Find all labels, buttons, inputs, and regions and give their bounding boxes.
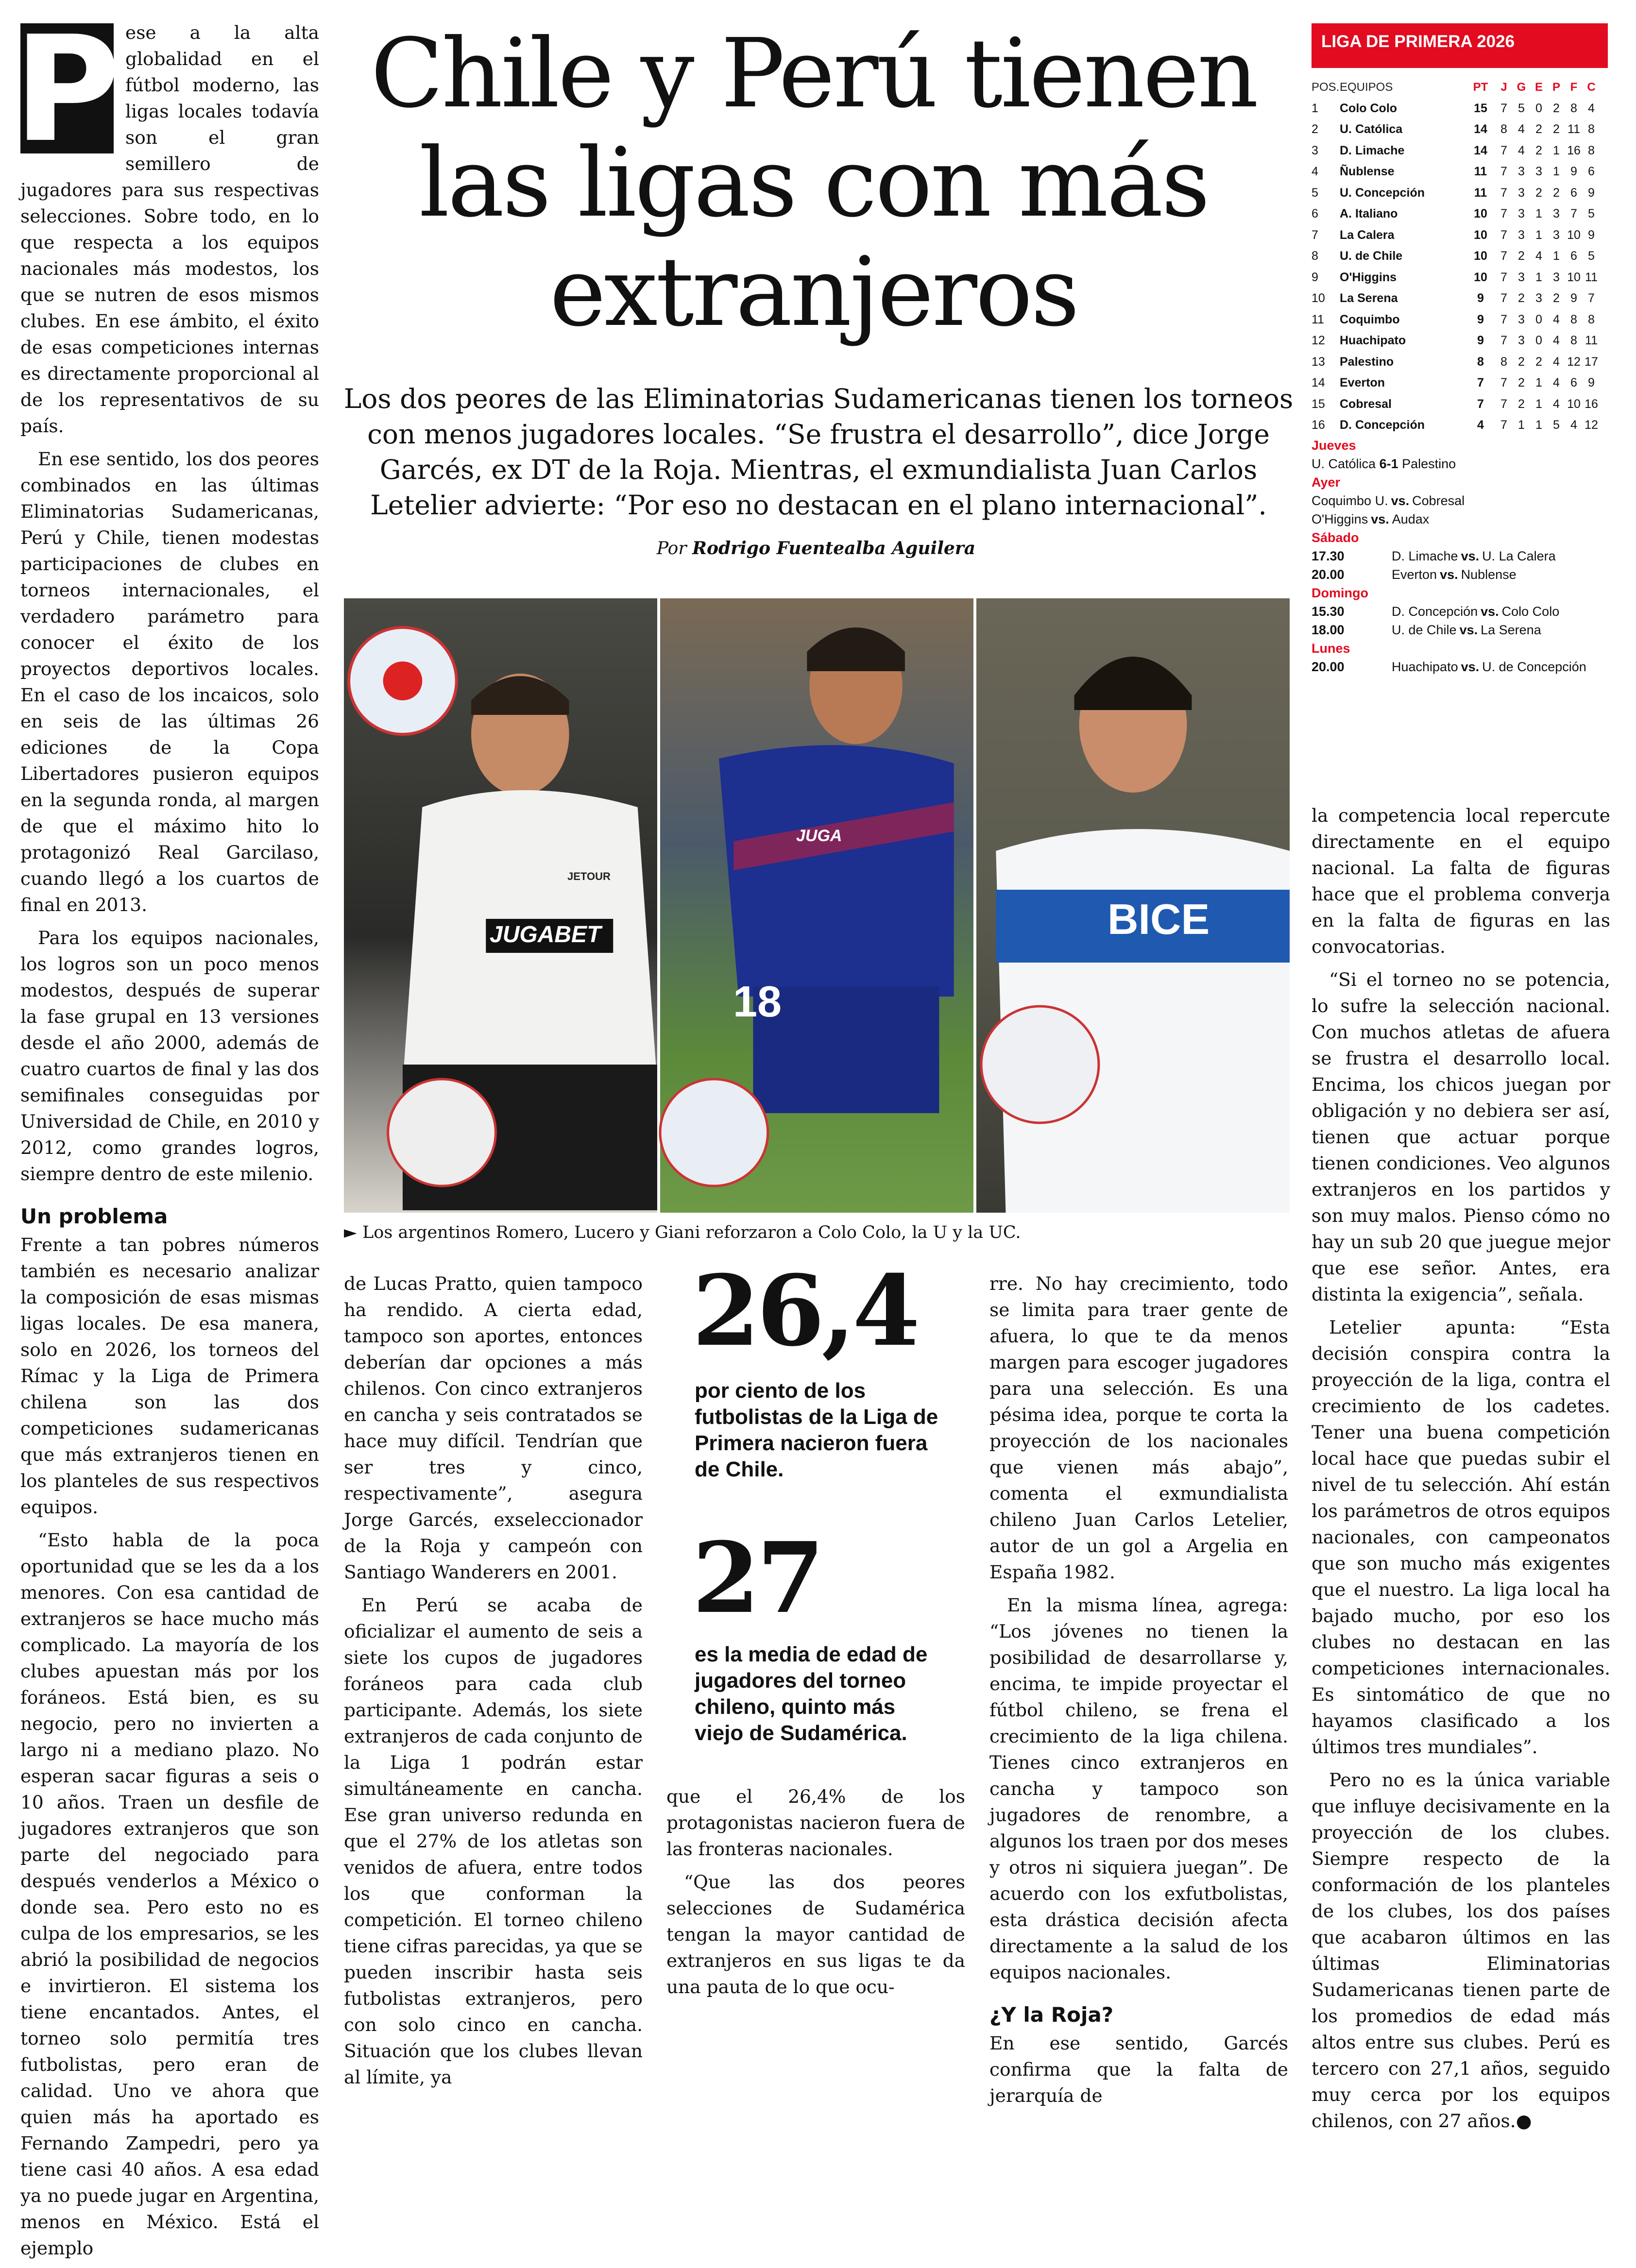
table-row [1312,309,1608,331]
subheading: Un problema [20,1204,168,1228]
jersey-sponsor-text: JUGABET [490,922,601,948]
match-away: Audax [1392,511,1430,526]
table-row [1312,267,1608,288]
match-time: 20.00 [1312,567,1345,582]
table-row [1312,203,1608,225]
match-home: Everton [1392,567,1437,582]
row-pos: 10 [1312,291,1325,305]
row-pt: 4 [1477,418,1484,432]
header-g: G [1517,80,1526,94]
match-vs: vs. [1461,659,1480,674]
row-f: 11 [1568,122,1580,136]
row-g: 4 [1518,143,1525,157]
deck: Los dos peores de las Eliminatorias Sudamericanas tienen los torneos con menos jugadores locales. “Se frustra el desarrollo”, dice Jorge Garcés, ex DT de la Roja. Mientras, el exmundialista Juan Carlos Letelier advierte: “Por eso no destacan en el plano internacional”. [343,383,1294,521]
row-pt: 9 [1477,334,1484,348]
match-away: U. La Calera [1482,548,1556,563]
row-g: 3 [1518,186,1525,200]
row-c: 9 [1588,376,1595,390]
row-c: 16 [1585,397,1598,411]
row-team: La Serena [1340,291,1398,305]
row-e: 1 [1535,270,1542,284]
row-pt: 9 [1477,312,1484,326]
matchday-label: Domingo [1312,585,1368,600]
row-team: Everton [1340,376,1385,390]
body-paragraph: En ese sentido, los dos peores combinados en las últimas Eliminatorias Sudamericanas, Perú y Chile, tienen modestas participaciones de clubes en torneos internacionales, el verdadero parámetro para conocer el éxito de los proyectos deportivos locales. En el caso de los incaicos, solo en seis de las últimas 26 ediciones de la Copa Libertadores pusieron equipos en la segunda ronda, al margen de que el máximo hito lo protagonizó Real Garcilaso, cuando llegó a los cuartos de final en 2013. [20,448,319,915]
row-p: 3 [1553,228,1560,242]
row-team: Cobresal [1340,397,1392,411]
row-c: 5 [1588,249,1595,263]
row-c: 8 [1588,143,1595,157]
row-p: 1 [1553,143,1560,157]
row-f: 4 [1570,418,1577,432]
header-pos: POS. [1312,80,1340,94]
match-away: Cobresal [1412,493,1465,508]
row-j: 7 [1500,312,1507,326]
match-row [1312,658,1608,676]
row-j: 7 [1500,397,1507,411]
row-team: O'Higgins [1340,270,1397,284]
row-f: 10 [1567,397,1581,411]
row-g: 1 [1518,418,1525,432]
match-time: 15.30 [1312,604,1345,619]
jersey-sub-sponsor: JETOUR [567,870,611,882]
row-pt: 10 [1474,270,1487,284]
row-g: 4 [1518,122,1525,136]
row-pos: 14 [1312,376,1325,390]
header-j: J [1500,80,1507,94]
match-vs: vs. [1481,604,1499,619]
row-team: A. Italiano [1340,207,1398,221]
body-paragraph: rre. No hay crecimiento, todo se limita para traer gente de afuera, lo que te da menos margen para escoger jugadores para una selección. Es una pésima idea, porque te corta la proyección de los nacionales que vienen más abajo”, comenta el exmundialista chileno Juan Carlos Letelier, autor de un gol a Argelia en España 1982. [989,1273,1288,1583]
row-j: 7 [1500,165,1507,179]
match-away: Palestino [1402,456,1456,471]
row-e: 2 [1535,122,1542,136]
match-row [1312,547,1608,565]
match-row [1312,565,1608,584]
row-pt: 14 [1474,122,1487,136]
matchday-label: Lunes [1312,641,1350,656]
row-c: 8 [1588,122,1595,136]
match-score: 6-1 [1379,456,1398,471]
row-f: 9 [1570,291,1577,305]
match-list [1312,602,1608,639]
table-row [1312,98,1608,119]
table-row [1312,330,1608,352]
row-e: 1 [1535,418,1542,432]
row-j: 7 [1500,101,1507,115]
body-paragraph: la competencia local repercute directamente en el equipo nacional. La falta de figuras hace que el problema converja en la falta de figuras en las convocatorias. [1312,805,1610,957]
table-row [1312,372,1608,394]
article-column-5 [1312,802,1610,2141]
match-time: 18.00 [1312,622,1345,637]
row-team: La Calera [1340,228,1395,242]
body-paragraph: Letelier apunta: “Esta decisión conspira contra la proyección de la liga, contra el crecimiento de los cadetes. Tener una buena competición local hace que puedas subir el nivel de tu selección. Ahí están los parámetros de otros equipos nacionales, con campeonatos que son mucho más exigentes que el nuestro. La liga local ha bajado mucho, por eso los clubes no destacan en las competiciones internacionales. Es sintomático de que no hayamos clasificado a los últimos tres mundiales”. [1312,1317,1610,1758]
body-paragraph: Para los equipos nacionales, los logros son un poco menos modestos, después de superar la fase grupal en 13 versiones desde el año 2000, además de cuatro cuartos de final y las dos semifinales conseguidas por Universidad de Chile, en 2010 y 2012, como grandes logros, siempre dentro de este milenio. [20,927,319,1185]
row-team: Huachipato [1340,334,1406,348]
byline-prefix: Por [656,539,687,559]
stat-text-1: por ciento de los futbolistas de la Liga de Primera nacieron fuera de Chile. [695,1379,938,1481]
row-pt: 10 [1474,228,1487,242]
row-pos: 8 [1312,249,1318,263]
row-pos: 9 [1312,270,1318,284]
byline-author: Rodrigo Fuentealba Aguilera [692,538,976,559]
row-f: 6 [1570,186,1577,200]
row-team: Ñublense [1340,165,1395,179]
row-p: 4 [1553,397,1560,411]
row-team: D. Limache [1340,143,1405,157]
photo-u-catolica-player [976,598,1290,1213]
table-row [1312,161,1608,183]
match-home: U. Católica [1312,456,1376,471]
row-c: 11 [1585,334,1598,348]
stat-value-1: 26,4 [692,1254,918,1368]
row-c: 11 [1585,270,1598,284]
row-p: 4 [1553,334,1560,348]
row-pt: 7 [1477,376,1484,390]
row-pt: 9 [1477,291,1484,305]
matchday-label: Ayer [1312,474,1341,490]
row-f: 7 [1570,207,1577,221]
row-f: 16 [1567,143,1581,157]
photo-caption: ► Los argentinos Romero, Lucero y Giani reforzaron a Colo Colo, la U y la UC. [344,1223,1021,1242]
body-paragraph: “Que las dos peores selecciones de Sudamérica tengan la mayor cantidad de extranjeros en sus ligas te da una pauta de lo que ocu- [666,1871,965,1997]
row-team: U. de Chile [1340,249,1403,263]
match-home: D. Concepción [1392,604,1478,619]
row-g: 2 [1518,376,1525,390]
row-p: 5 [1553,418,1560,432]
end-mark-icon: ● [1516,2110,1532,2132]
row-c: 6 [1588,165,1595,179]
article-column-4 [989,1270,1288,2116]
row-pos: 15 [1312,397,1325,411]
photo-colo-colo-player [344,598,657,1213]
match-list [1312,547,1608,584]
row-pos: 4 [1312,165,1318,179]
row-g: 2 [1518,397,1525,411]
match-vs: vs. [1391,493,1410,508]
row-team: Palestino [1340,355,1394,369]
match-row [1312,602,1608,621]
row-team: Coquimbo [1340,312,1400,326]
row-j: 7 [1500,249,1507,263]
match-away: La Serena [1481,622,1541,637]
stat-text-2: es la media de edad de jugadores del torneo chileno, quinto más viejo de Sudamérica. [695,1642,928,1745]
row-j: 7 [1500,186,1507,200]
body-paragraph: En Perú se acaba de oficializar el aumento de seis a siete los cupos de jugadores foráneos para cada club participante. Además, los siete extranjeros de cada conjunto de la Liga 1 podrán estar simultáneamente en cancha. Ese gran universo redunda en que el 27% de los atletas son venidos de afuera, entre todos los que conforman la competición. El torneo chileno tiene cifras parecidas, ya que se pueden inscribir hasta seis futbolistas extranjeros, pero con solo cinco en cancha. Situación que los clubes llevan al límite, ya [344,1594,643,2088]
table-title: LIGA DE PRIMERA 2026 [1312,23,1608,68]
row-pos: 11 [1312,312,1324,326]
row-c: 9 [1588,186,1595,200]
player-illustration [344,598,657,1213]
row-c: 5 [1588,207,1595,221]
row-pos: 2 [1312,122,1318,136]
row-pt: 14 [1474,143,1487,157]
row-pos: 3 [1312,143,1318,157]
body-paragraph: ese a la alta globalidad en el fútbol moderno, las ligas locales todavía son el gran semillero de jugadores para sus respectivas selecciones. Sobre todo, en lo que respecta a los equipos nacionales más modestos, los que se nutren de esos mismos clubes. En ese ámbito, el éxito de esas competiciones internas es directamente proporcional al de los representativos de su país. [20,22,319,437]
match-row [1312,510,1608,528]
photo-u-de-chile-player [660,598,973,1213]
row-pos: 16 [1312,418,1325,432]
row-p: 2 [1553,186,1560,200]
row-j: 7 [1500,334,1507,348]
row-f: 8 [1570,334,1577,348]
match-time: 20.00 [1312,659,1345,674]
header-pt: PT [1473,80,1488,94]
match-result [1312,455,1608,473]
row-j: 7 [1500,228,1507,242]
subheading: ¿Y la Roja? [989,2003,1114,2027]
row-e: 2 [1535,355,1542,369]
row-e: 3 [1535,165,1542,179]
row-p: 4 [1553,312,1560,326]
matchday-label: Jueves [1312,438,1356,453]
row-e: 0 [1535,101,1542,115]
row-j: 7 [1500,418,1507,432]
match-vs: vs. [1371,511,1389,526]
row-team: U. Concepción [1340,186,1425,200]
row-p: 4 [1553,355,1560,369]
row-pos: 5 [1312,186,1318,200]
match-away: Colo Colo [1501,604,1560,619]
row-p: 2 [1553,122,1560,136]
body-paragraph: En ese sentido, Garcés confirma que la falta de jerarquía de [989,2032,1288,2106]
header-e: E [1534,80,1543,94]
row-p: 2 [1553,101,1560,115]
headline: Chile y Perú tienen las ligas con más extranjeros [370,18,1257,348]
row-pos: 7 [1312,228,1318,242]
row-e: 1 [1535,207,1542,221]
match-row [1312,491,1608,510]
row-pos: 6 [1312,207,1318,221]
row-pt: 10 [1474,207,1487,221]
table-row [1312,352,1608,373]
jersey-number: 18 [733,978,782,1026]
row-c: 17 [1585,355,1598,369]
row-e: 1 [1535,376,1542,390]
match-home: O'Higgins [1312,511,1368,526]
table-row [1312,140,1608,162]
drop-cap-text: P [14,5,120,174]
row-e: 2 [1535,186,1542,200]
match-home: U. de Chile [1392,622,1457,637]
header-f: F [1570,80,1578,94]
header-team: EQUIPOS [1340,80,1393,94]
match-vs: vs. [1459,622,1478,637]
table-row [1312,394,1608,415]
row-f: 10 [1567,228,1581,242]
jersey-sponsor-text: JUGA [796,827,842,845]
match-vs: vs. [1461,548,1480,563]
photo-strip [344,598,1290,1213]
article-column-2 [344,1270,643,2097]
matchday-label: Sábado [1312,530,1359,545]
row-pos: 13 [1312,355,1325,369]
row-c: 8 [1588,312,1595,326]
row-pt: 11 [1474,165,1487,179]
byline [486,538,1146,559]
row-e: 0 [1535,312,1542,326]
row-c: 9 [1588,228,1595,242]
match-row [1312,621,1608,639]
stat-value-2: 27 [692,1521,822,1635]
match-away: Nublense [1461,567,1517,582]
row-e: 0 [1535,334,1542,348]
row-g: 3 [1518,312,1525,326]
row-pt: 7 [1477,397,1484,411]
row-f: 10 [1567,270,1581,284]
row-pt: 10 [1474,249,1487,263]
row-j: 7 [1500,207,1507,221]
match-time: 17.30 [1312,548,1345,563]
row-g: 2 [1518,355,1525,369]
table-row [1312,246,1608,267]
body-paragraph: de Lucas Pratto, quien tampoco ha rendido. A cierta edad, tampoco son aportes, entonces deberían dar opciones a más chilenos. Con cinco extranjeros en cancha y seis contratados se hace muy difícil. Tendrían que ser tres y cinco, respectivamente”, asegura Jorge Garcés, exseleccionador de la Roja y campeón con Santiago Wanderers en 2001. [344,1273,643,1583]
row-p: 2 [1553,291,1560,305]
match-away: U. de Concepción [1482,659,1586,674]
row-j: 7 [1500,376,1507,390]
table-row [1312,225,1608,246]
row-p: 1 [1553,249,1560,263]
drop-cap [14,5,120,174]
row-f: 6 [1570,249,1577,263]
standings-table [1312,23,1608,676]
body-paragraph [1312,1767,1610,2134]
row-pos: 12 [1312,334,1325,348]
row-team: U. Católica [1340,122,1403,136]
table-header-row [1312,77,1608,98]
row-f: 8 [1570,101,1577,115]
match-home: Coquimbo U. [1312,493,1388,508]
table-row [1312,119,1608,140]
row-team: D. Concepción [1340,418,1425,432]
jersey-sponsor-text: BICE [1108,895,1210,943]
player-illustration [660,598,973,1213]
row-j: 8 [1500,355,1507,369]
body-paragraph: “Si el torneo no se potencia, lo sufre la selección nacional. Con muchos atletas de afuera se frustra el desarrollo local. Encima, los chicos juegan por obligación y no debiera ser así, tienen que actuar porque tienen condiciones. Veo algunos extranjeros en los partidos y son muy malos. Pienso cómo no hay un sub 20 que juegue mejor que ese señor. Antes, era distinta la exigencia”, señala. [1312,969,1610,1305]
row-g: 3 [1518,334,1525,348]
row-g: 3 [1518,228,1525,242]
match-list [1312,658,1608,676]
body-paragraph: que el 26,4% de los protagonistas nacieron fuera de las fronteras nacionales. [666,1786,965,1860]
article-column-3 [666,1783,965,2007]
match-home: D. Limache [1392,548,1458,563]
row-f: 8 [1570,312,1577,326]
table-row [1312,415,1608,436]
row-pt: 15 [1474,101,1487,115]
table-row [1312,288,1608,309]
row-j: 7 [1500,143,1507,157]
row-g: 2 [1518,291,1525,305]
header-c: C [1587,80,1596,94]
row-j: 7 [1500,291,1507,305]
row-f: 12 [1567,355,1581,369]
article-column-1 [14,5,319,2268]
row-g: 3 [1518,165,1525,179]
row-pt: 8 [1477,355,1484,369]
body-paragraph: Frente a tan pobres números también es necesario analizar la composición de esas mismas ligas locales. De esa manera, solo en 2026, los torneos del Rímac y la Liga de Primera chilena son las dos competiciones sudamericanas que más extranjeros tienen en los planteles de sus respectivos equipos. [20,1234,319,1518]
row-p: 4 [1553,376,1560,390]
body-paragraph-text: Pero no es la única variable que influye decisivamente en la proyección de los clubes. Siempre respecto de la conformación de los planteles de los clubes, los dos países que acabaron últimos en las últimas Eliminatorias Sudamericanas tienen parte de los promedios de edad más altos entre sus clubes. Perú es tercero con 27,1 años, seguido muy cerca por los equipos chilenos, con 27 años. [1312,1769,1610,2132]
row-p: 1 [1553,165,1560,179]
match-vs: vs. [1440,567,1458,582]
row-p: 3 [1553,207,1560,221]
row-e: 4 [1535,249,1542,263]
body-paragraph: “Esto habla de la poca oportunidad que se les da a los menores. Con esa cantidad de extranjeros se hace mucho más complicado. La mayoría de los clubes apuestan más por los foráneos. Está bien, es su negocio, pero no invierten a largo ni a mediano plazo. No esperan sacar figuras a seis o 10 años. Traen un desfile de jugadores extranjeros que son parte del negociado para después venderlos a México o donde sea. Pero esto no es culpa de los empresarios, se les abrió la posibilidad de negocios e invirtieron. El sistema los tiene encantados. Antes, el torneo solo permitía tres futbolistas, pero eran de calidad. Uno ve ahora que quien más ha aportado es Fernando Zampedri, pero ya tiene casi 40 años. A esa edad ya no puede jugar en Argentina, menos en México. Está el ejemplo [20,1529,319,2259]
row-e: 3 [1535,291,1542,305]
header-p: P [1552,80,1560,94]
row-c: 7 [1588,291,1595,305]
row-j: 8 [1500,122,1507,136]
row-team: Colo Colo [1340,101,1397,115]
body-paragraph: En la misma línea, agrega: “Los jóvenes no tienen la posibilidad de desarrollarse y, encima, te impide proyectar el fútbol chileno, se frena el crecimiento de la liga chilena. Tienes cinco extranjeros en cancha y tampoco son jugadores de renombre, a algunos los traen por dos meses y otros ni siquiera juegan”. De acuerdo con los exfutbolistas, esta drástica decisión afecta directamente a la salud de los equipos nacionales. [989,1594,1288,1983]
row-pt: 11 [1474,186,1487,200]
table-row [1312,183,1608,204]
row-c: 4 [1588,101,1595,115]
row-e: 2 [1535,143,1542,157]
row-pos: 1 [1312,101,1318,115]
row-c: 12 [1585,418,1598,432]
row-e: 1 [1535,397,1542,411]
row-f: 6 [1570,376,1577,390]
row-g: 3 [1518,270,1525,284]
row-p: 3 [1553,270,1560,284]
row-g: 2 [1518,249,1525,263]
table-body [1312,98,1608,436]
row-f: 9 [1570,165,1577,179]
row-g: 3 [1518,207,1525,221]
row-e: 1 [1535,228,1542,242]
match-home: Huachipato [1392,659,1458,674]
match-list [1312,491,1608,528]
drop-cap-letter-p [14,5,120,174]
row-g: 5 [1518,101,1525,115]
row-j: 7 [1500,270,1507,284]
